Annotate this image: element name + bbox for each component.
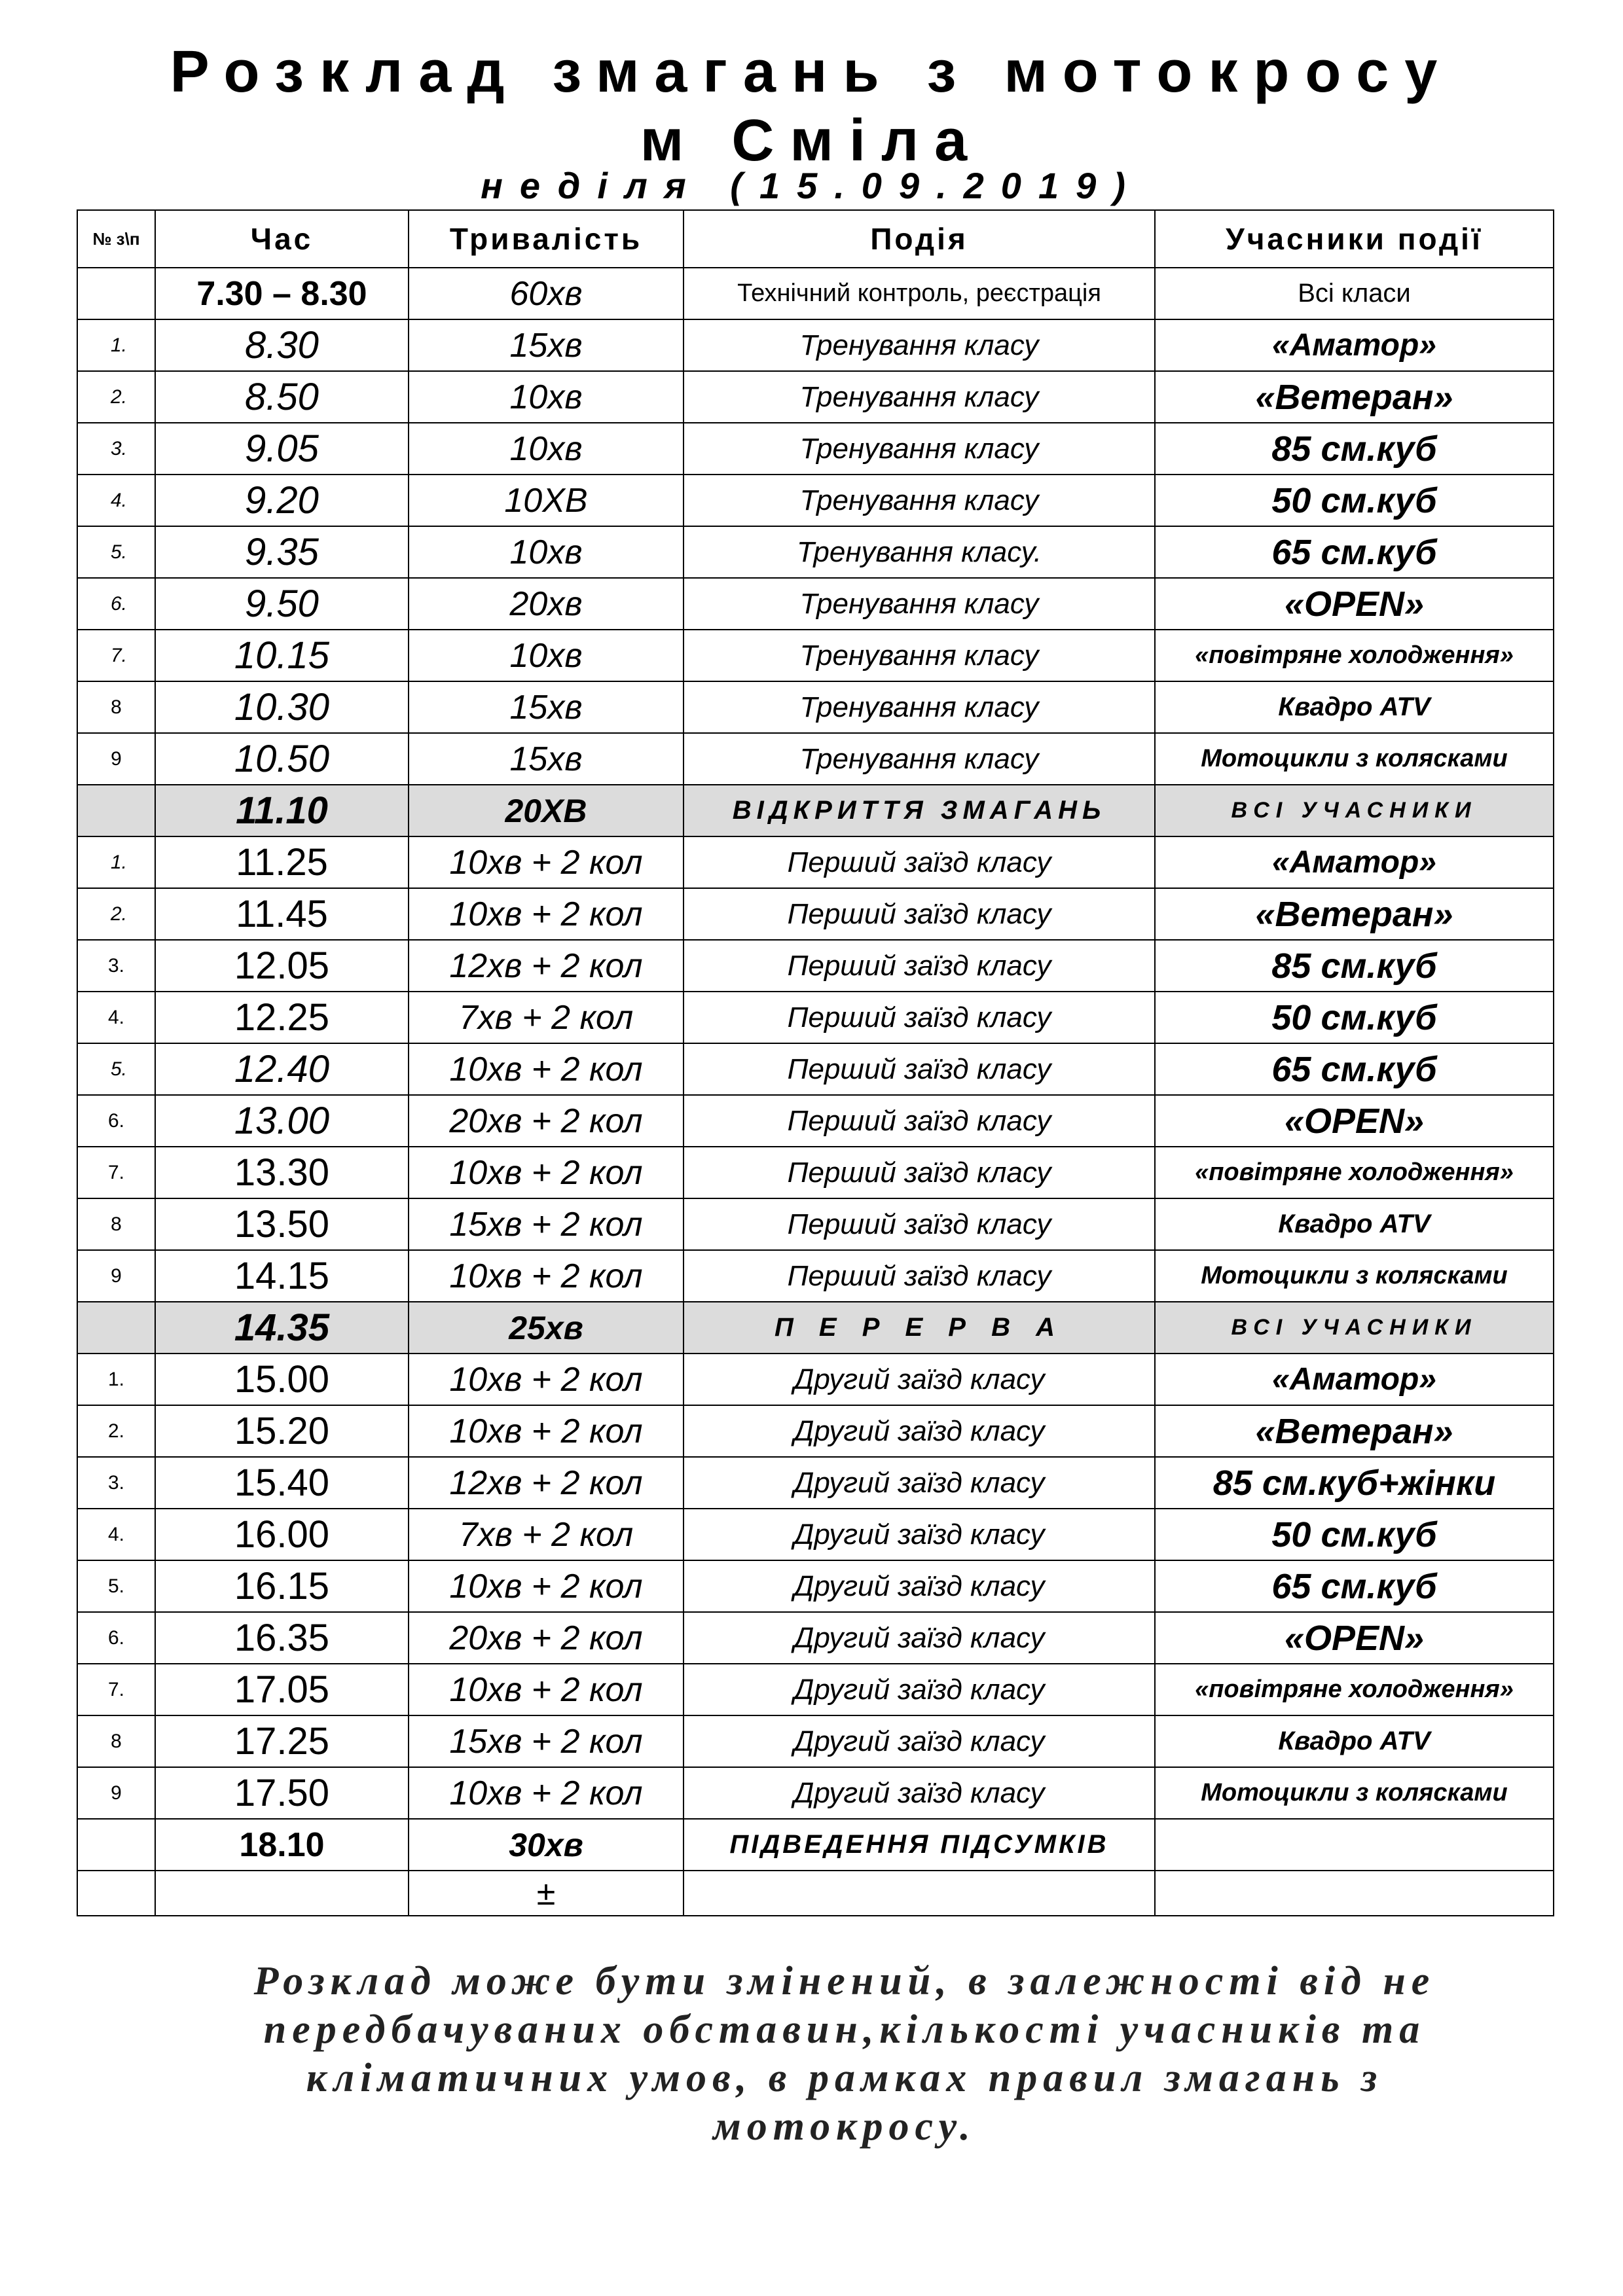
- document-title: Розклад змагань з мотокросу: [170, 39, 1453, 105]
- row-duration: 10хв + 2 кол: [409, 1664, 684, 1715]
- row-time: 8.50: [155, 371, 409, 423]
- row-event: Перший заїзд класу: [684, 992, 1155, 1043]
- table-row: [77, 1147, 1554, 1198]
- row-event: Другий заїзд класу: [684, 1664, 1155, 1715]
- row-event: Технічний контроль, реєстрація: [684, 268, 1155, 319]
- row-participants: «Аматор»: [1155, 836, 1554, 888]
- table-row: [77, 526, 1554, 578]
- row-time: 10.30: [155, 681, 409, 733]
- row-number: 5.: [77, 526, 155, 578]
- table-header-row: [77, 210, 1554, 268]
- row-number: 8: [77, 1715, 155, 1767]
- row-participants: Квадро ATV: [1155, 681, 1554, 733]
- row-number: 2.: [77, 371, 155, 423]
- table-row-opening: [77, 785, 1554, 836]
- row-time: 11.45: [155, 888, 409, 940]
- row-duration: 10хв + 2 кол: [409, 1405, 684, 1457]
- row-number: 1.: [77, 836, 155, 888]
- row-participants: 65 см.куб: [1155, 1560, 1554, 1612]
- row-number: 5.: [77, 1043, 155, 1095]
- row-number: 1.: [77, 319, 155, 371]
- footer-note: Розклад може бути змінений, в залежності від не передбачуваних обставин,кількості учасників та кліматичних умов, в рамках правил змагань з мотокросу.: [253, 1959, 1436, 2149]
- row-duration: 30хв: [409, 1819, 684, 1871]
- row-duration: 15хв: [409, 681, 684, 733]
- row-number: 9: [77, 733, 155, 785]
- row-time: 17.50: [155, 1767, 409, 1819]
- row-duration: 10хв + 2 кол: [409, 1354, 684, 1405]
- table-row: [77, 423, 1554, 475]
- row-number: [77, 1871, 155, 1916]
- row-participants: «повітряне холодження»: [1155, 630, 1554, 681]
- row-time: 10.15: [155, 630, 409, 681]
- row-number: 7.: [77, 1147, 155, 1198]
- table-row: [77, 733, 1554, 785]
- table-row-summary: [77, 1819, 1554, 1871]
- row-event: Перший заїзд класу: [684, 1147, 1155, 1198]
- row-event: Другий заїзд класу: [684, 1405, 1155, 1457]
- row-participants: «Ветеран»: [1155, 888, 1554, 940]
- table-row: [77, 1715, 1554, 1767]
- row-time: 15.20: [155, 1405, 409, 1457]
- row-event: Тренування класу: [684, 371, 1155, 423]
- row-participants: 65 см.куб: [1155, 1043, 1554, 1095]
- row-duration: 15хв: [409, 319, 684, 371]
- row-time: 15.00: [155, 1354, 409, 1405]
- row-event: Тренування класу: [684, 423, 1155, 475]
- row-number: 7.: [77, 630, 155, 681]
- row-event: Перший заїзд класу: [684, 1250, 1155, 1302]
- row-event: [684, 1871, 1155, 1916]
- row-number: 5.: [77, 1560, 155, 1612]
- row-participants: 65 см.куб: [1155, 526, 1554, 578]
- header-duration: Тривалість: [409, 210, 684, 268]
- table-row: [77, 1612, 1554, 1664]
- row-number: 8: [77, 1198, 155, 1250]
- row-number: 4.: [77, 992, 155, 1043]
- table-row: [77, 992, 1554, 1043]
- row-participants: 85 см.куб: [1155, 423, 1554, 475]
- table-row: [77, 371, 1554, 423]
- row-duration: 20ХВ: [409, 785, 684, 836]
- row-event: Другий заїзд класу: [684, 1612, 1155, 1664]
- row-participants: «Аматор»: [1155, 319, 1554, 371]
- row-participants: «повітряне холодження»: [1155, 1664, 1554, 1715]
- row-participants: «OPEN»: [1155, 578, 1554, 630]
- row-number: 6.: [77, 578, 155, 630]
- row-duration: 10хв + 2 кол: [409, 1147, 684, 1198]
- row-participants: Квадро ATV: [1155, 1715, 1554, 1767]
- row-time: 11.25: [155, 836, 409, 888]
- row-duration: 10хв: [409, 423, 684, 475]
- row-duration: 7хв + 2 кол: [409, 992, 684, 1043]
- row-number: 2.: [77, 888, 155, 940]
- row-participants: Квадро ATV: [1155, 1198, 1554, 1250]
- row-participants: «Ветеран»: [1155, 1405, 1554, 1457]
- row-time: 14.35: [155, 1302, 409, 1354]
- row-event: Тренування класу: [684, 475, 1155, 526]
- row-event: Тренування класу: [684, 733, 1155, 785]
- row-time: 12.05: [155, 940, 409, 992]
- row-event: Другий заїзд класу: [684, 1354, 1155, 1405]
- row-number: 8: [77, 681, 155, 733]
- row-time: 12.25: [155, 992, 409, 1043]
- row-participants: «OPEN»: [1155, 1612, 1554, 1664]
- row-time: 18.10: [155, 1819, 409, 1871]
- row-duration: 60хв: [409, 268, 684, 319]
- row-time: 11.10: [155, 785, 409, 836]
- table-row: [77, 578, 1554, 630]
- table-row: [77, 1457, 1554, 1509]
- row-event: Тренування класу.: [684, 526, 1155, 578]
- row-time: 13.50: [155, 1198, 409, 1250]
- row-time: 13.30: [155, 1147, 409, 1198]
- row-number: 4.: [77, 1509, 155, 1560]
- row-time: 15.40: [155, 1457, 409, 1509]
- table-row: [77, 888, 1554, 940]
- row-participants: «Ветеран»: [1155, 371, 1554, 423]
- table-row: [77, 1354, 1554, 1405]
- row-time: [155, 1871, 409, 1916]
- row-event: Перший заїзд класу: [684, 836, 1155, 888]
- row-duration: 10хв + 2 кол: [409, 888, 684, 940]
- row-duration: 10хв: [409, 371, 684, 423]
- row-time: 16.15: [155, 1560, 409, 1612]
- table-row: [77, 475, 1554, 526]
- row-duration: 20хв + 2 кол: [409, 1612, 684, 1664]
- row-duration: 10хв + 2 кол: [409, 836, 684, 888]
- table-row-blank: [77, 1871, 1554, 1916]
- row-duration: 15хв + 2 кол: [409, 1198, 684, 1250]
- table-row: [77, 319, 1554, 371]
- row-duration: 7хв + 2 кол: [409, 1509, 684, 1560]
- table-row: [77, 1043, 1554, 1095]
- row-duration: 12хв + 2 кол: [409, 1457, 684, 1509]
- row-duration: 25хв: [409, 1302, 684, 1354]
- table-row: [77, 268, 1554, 319]
- row-number: 9: [77, 1767, 155, 1819]
- row-duration: 10хв: [409, 526, 684, 578]
- row-participants: 85 см.куб+жінки: [1155, 1457, 1554, 1509]
- row-time: 16.35: [155, 1612, 409, 1664]
- row-number: 1.: [77, 1354, 155, 1405]
- row-participants: [1155, 1871, 1554, 1916]
- row-event: Перший заїзд класу: [684, 1043, 1155, 1095]
- table-row: [77, 1664, 1554, 1715]
- schedule-table: [77, 209, 1554, 1916]
- row-event: Перший заїзд класу: [684, 888, 1155, 940]
- row-duration: 20хв + 2 кол: [409, 1095, 684, 1147]
- row-number: 3.: [77, 423, 155, 475]
- table-row: [77, 1095, 1554, 1147]
- row-duration: 12хв + 2 кол: [409, 940, 684, 992]
- row-number: 7.: [77, 1664, 155, 1715]
- row-number: 6.: [77, 1612, 155, 1664]
- table-row: [77, 1405, 1554, 1457]
- row-event: Тренування класу: [684, 630, 1155, 681]
- row-number: [77, 785, 155, 836]
- row-participants: Мотоцикли з колясками: [1155, 733, 1554, 785]
- table-row: [77, 1198, 1554, 1250]
- row-time: 16.00: [155, 1509, 409, 1560]
- row-participants: «OPEN»: [1155, 1095, 1554, 1147]
- row-number: [77, 268, 155, 319]
- row-time: 9.35: [155, 526, 409, 578]
- row-number: [77, 1302, 155, 1354]
- row-participants: 50 см.куб: [1155, 1509, 1554, 1560]
- row-duration: 10хв + 2 кол: [409, 1767, 684, 1819]
- row-duration: 10хв: [409, 630, 684, 681]
- row-time: 10.50: [155, 733, 409, 785]
- row-participants: Всі класи: [1155, 268, 1554, 319]
- row-event: Перший заїзд класу: [684, 1198, 1155, 1250]
- row-time: 14.15: [155, 1250, 409, 1302]
- row-event: Другий заїзд класу: [684, 1767, 1155, 1819]
- table-row: [77, 681, 1554, 733]
- table-row: [77, 940, 1554, 992]
- row-time: 7.30 – 8.30: [155, 268, 409, 319]
- row-duration: 10хв + 2 кол: [409, 1043, 684, 1095]
- row-duration: 20хв: [409, 578, 684, 630]
- row-participants: 50 см.куб: [1155, 992, 1554, 1043]
- row-event: Перший заїзд класу: [684, 1095, 1155, 1147]
- table-row: [77, 630, 1554, 681]
- row-number: 9: [77, 1250, 155, 1302]
- row-time: 9.05: [155, 423, 409, 475]
- row-time: 13.00: [155, 1095, 409, 1147]
- row-time: 9.50: [155, 578, 409, 630]
- table-row: [77, 1509, 1554, 1560]
- row-participants: ВСІ УЧАСНИКИ: [1155, 1302, 1554, 1354]
- header-event: Подія: [684, 210, 1155, 268]
- table-row: [77, 1767, 1554, 1819]
- row-participants: «Аматор»: [1155, 1354, 1554, 1405]
- row-event: ПІДВЕДЕННЯ ПІДСУМКІВ: [684, 1819, 1155, 1871]
- header-participants: Учасники події: [1155, 210, 1554, 268]
- document-date: неділя (15.09.2019): [481, 165, 1142, 206]
- row-number: 6.: [77, 1095, 155, 1147]
- row-time: 17.25: [155, 1715, 409, 1767]
- row-time: 17.05: [155, 1664, 409, 1715]
- row-duration: 10хв + 2 кол: [409, 1250, 684, 1302]
- row-number: 2.: [77, 1405, 155, 1457]
- table-row: [77, 1250, 1554, 1302]
- row-event: Тренування класу: [684, 578, 1155, 630]
- row-number: 3.: [77, 940, 155, 992]
- row-duration: 10хв + 2 кол: [409, 1560, 684, 1612]
- row-number: 4.: [77, 475, 155, 526]
- row-event: Другий заїзд класу: [684, 1715, 1155, 1767]
- row-participants: [1155, 1819, 1554, 1871]
- row-duration: 15хв + 2 кол: [409, 1715, 684, 1767]
- row-duration: 15хв: [409, 733, 684, 785]
- document-subtitle-city: м Сміла: [640, 108, 983, 173]
- header-number: № з\п: [77, 210, 155, 268]
- row-event: Другий заїзд класу: [684, 1560, 1155, 1612]
- row-participants: 85 см.куб: [1155, 940, 1554, 992]
- row-number: [77, 1819, 155, 1871]
- row-time: 8.30: [155, 319, 409, 371]
- row-event: Тренування класу: [684, 319, 1155, 371]
- row-event: Тренування класу: [684, 681, 1155, 733]
- row-participants: Мотоцикли з колясками: [1155, 1767, 1554, 1819]
- row-participants: ВСІ УЧАСНИКИ: [1155, 785, 1554, 836]
- row-event: Другий заїзд класу: [684, 1457, 1155, 1509]
- row-participants: «повітряне холодження»: [1155, 1147, 1554, 1198]
- row-event: Перший заїзд класу: [684, 940, 1155, 992]
- row-event: ВІДКРИТТЯ ЗМАГАНЬ: [684, 785, 1155, 836]
- row-number: 3.: [77, 1457, 155, 1509]
- row-duration: ±: [409, 1871, 684, 1916]
- row-participants: 50 см.куб: [1155, 475, 1554, 526]
- table-row-break: [77, 1302, 1554, 1354]
- table-row: [77, 836, 1554, 888]
- row-participants: Мотоцикли з колясками: [1155, 1250, 1554, 1302]
- row-duration: 10ХВ: [409, 475, 684, 526]
- row-event: П Е Р Е Р В А: [684, 1302, 1155, 1354]
- header-time: Час: [155, 210, 409, 268]
- row-time: 12.40: [155, 1043, 409, 1095]
- row-time: 9.20: [155, 475, 409, 526]
- row-event: Другий заїзд класу: [684, 1509, 1155, 1560]
- table-row: [77, 1560, 1554, 1612]
